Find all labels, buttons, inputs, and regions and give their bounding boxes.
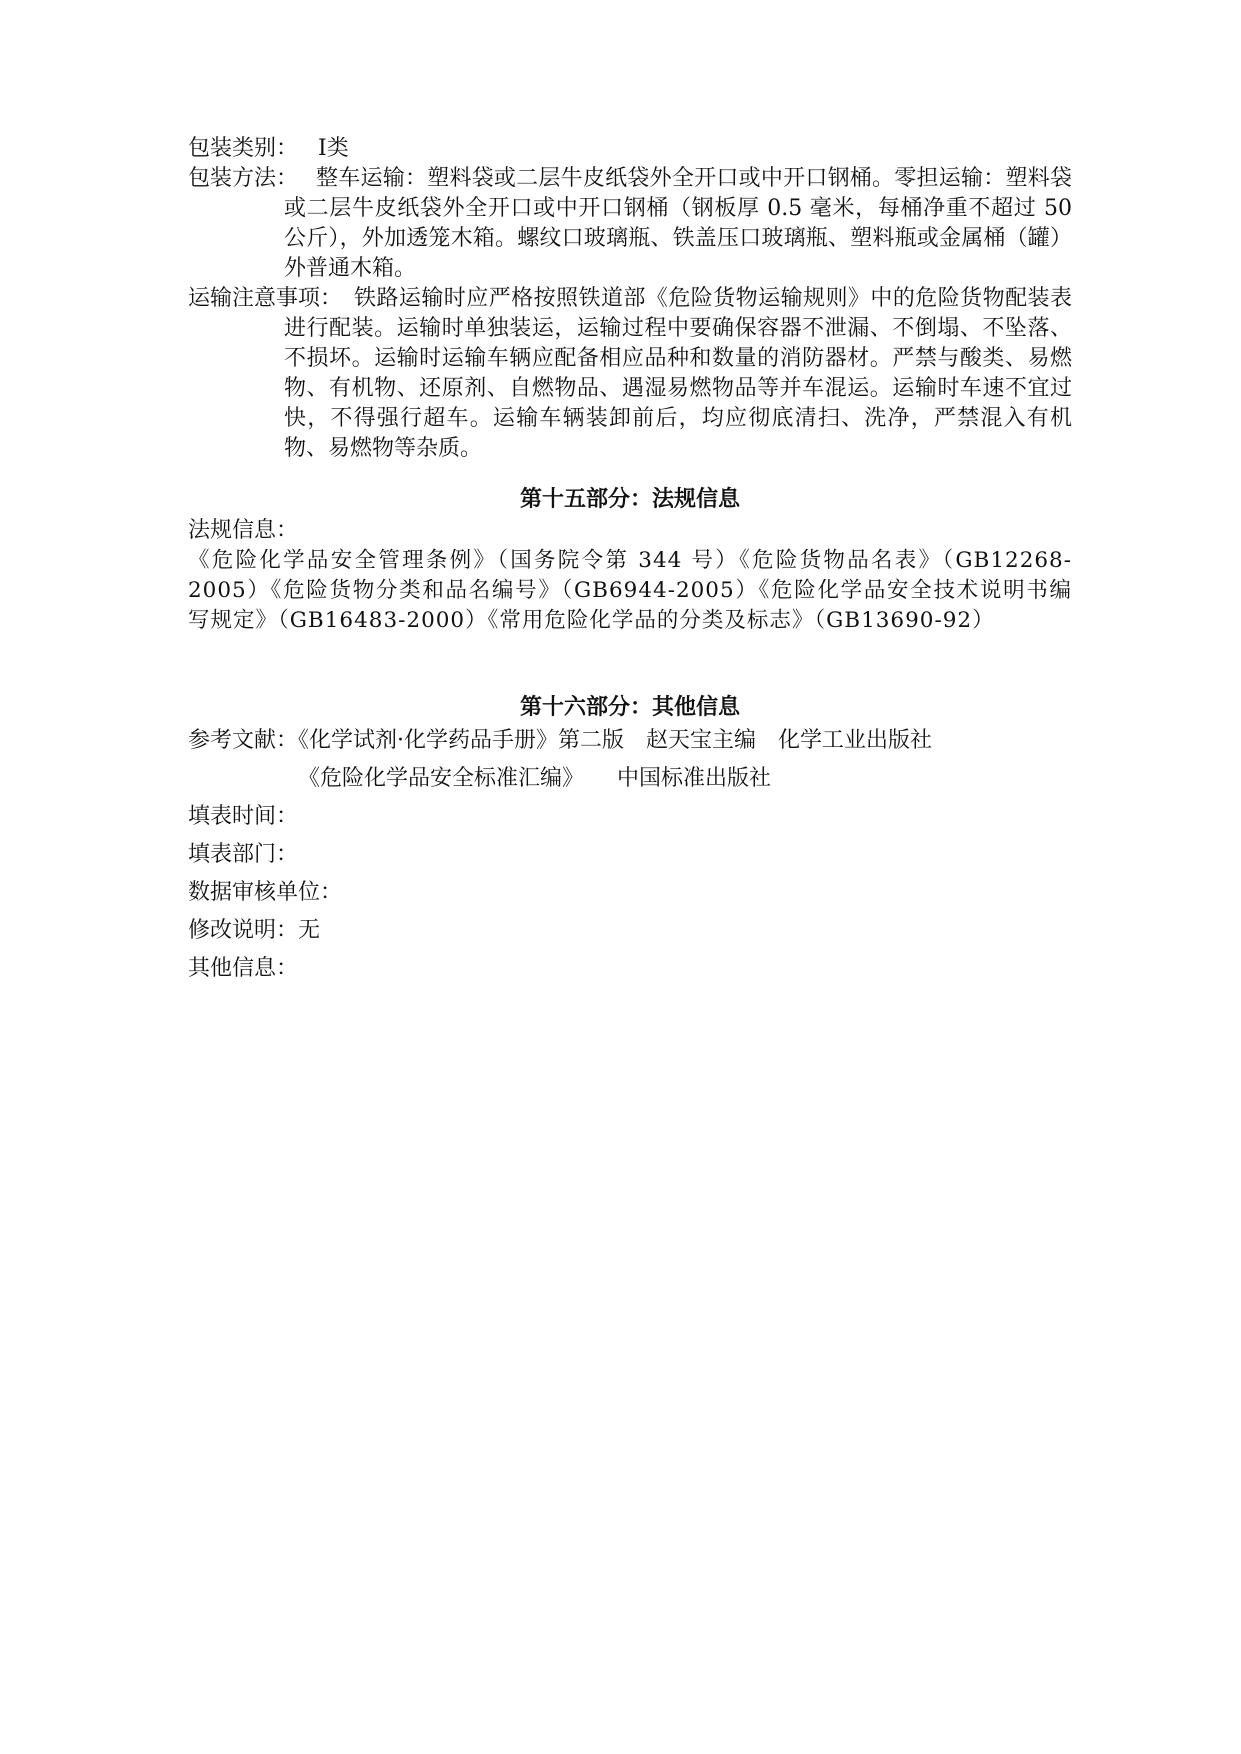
packing-category-label: 包装类别： <box>188 136 299 161</box>
other-info-label: 其他信息： <box>188 956 299 981</box>
fill-time-label: 填表时间： <box>188 804 299 829</box>
references-label: 参考文献： <box>188 728 299 753</box>
packing-method-label: 包装方法： <box>188 166 299 191</box>
regulations-text: 《危险化学品安全管理条例》（国务院令第 344 号）《危险货物品名表》（GB12268-2005）《危险货物分类和品名编号》（GB6944-2005）《危险化学品安全技术说明书编写规定》（GB16483-2000）《常用危险化学品的分类及标志》（GB13690-92） <box>188 548 1072 633</box>
revision-row <box>188 916 320 946</box>
section-15-title: 第十五部分：法规信息 <box>519 486 740 512</box>
reference-item-1: 《化学试剂·化学药品手册》第二版 赵天宝主编 化学工业出版社 <box>298 728 933 753</box>
packing-category-value: Ⅰ类 <box>318 136 349 161</box>
revision-label: 修改说明： <box>188 918 299 943</box>
regulations-label: 法规信息： <box>188 518 299 543</box>
packing-category-row <box>188 134 349 164</box>
revision-value: 无 <box>298 918 321 943</box>
packing-method-block <box>188 164 1072 284</box>
packing-method-text: 整车运输：塑料袋或二层牛皮纸袋外全开口或中开口钢桶。零担运输：塑料袋或二层牛皮纸袋外全开口或中开口钢桶（钢板厚 0.5 毫米，每桶净重不超过 50 公斤），外加透笼木箱。螺纹口玻璃瓶、铁盖压口玻璃瓶、塑料瓶或金属桶（罐）外普通木箱。 <box>284 166 1072 281</box>
reference-item-2: 《危险化学品安全标准汇编》 中国标准出版社 <box>298 766 772 791</box>
transport-notes-label: 运输注意事项： <box>188 286 343 311</box>
section-16-title: 第十六部分：其他信息 <box>519 694 740 720</box>
references-row <box>188 726 932 756</box>
fill-department-label: 填表部门： <box>188 842 299 867</box>
transport-notes-block <box>188 284 1072 464</box>
review-unit-label: 数据审核单位： <box>188 880 343 905</box>
transport-notes-text: 铁路运输时应严格按照铁道部《危险货物运输规则》中的危险货物配装表进行配装。运输时单独装运，运输过程中要确保容器不泄漏、不倒塌、不坠落、不损坏。运输时运输车辆应配备相应品种和数量的消防器材。严禁与酸类、易燃物、有机物、还原剂、自燃物品、遇湿易燃物品等并车混运。运输时车速不宜过快，不得强行超车。运输车辆装卸前后，均应彻底清扫、洗净，严禁混入有机物、易燃物等杂质。 <box>284 286 1072 461</box>
